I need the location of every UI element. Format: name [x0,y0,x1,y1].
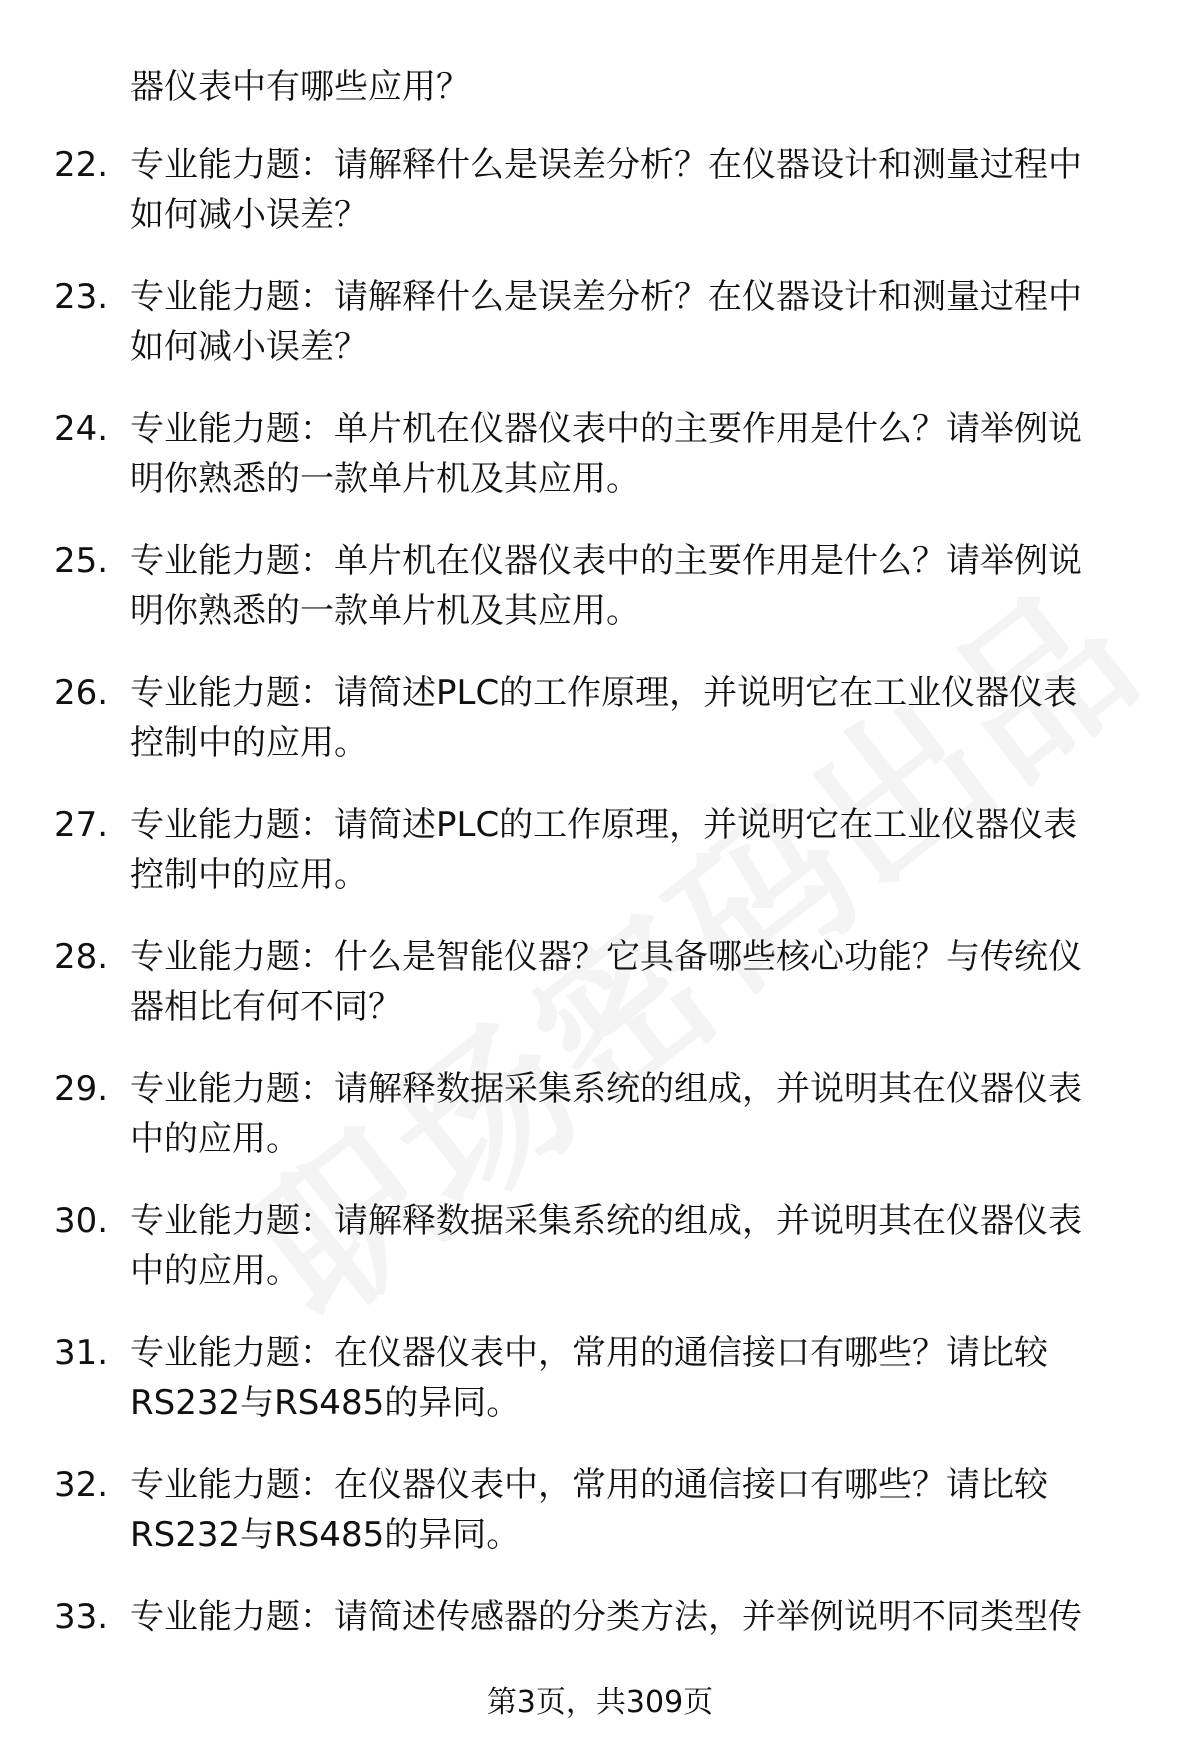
question-text: 专业能力题：什么是智能仪器？它具备哪些核心功能？与传统仪 器相比有何不同？ [130,937,1082,1027]
question-number: 30. [54,1201,109,1241]
continued-question-text: 器仪表中有哪些应用？ [130,67,470,107]
question-number: 33. [54,1597,109,1637]
question-item [0,1196,1200,1328]
question-number: 24. [54,409,109,449]
question-number: 25. [54,541,109,581]
question-item [0,140,1200,272]
question-number: 29. [54,1069,109,1109]
question-text: 专业能力题：请简述PLC的工作原理，并说明它在工业仪器仪表 控制中的应用。 [130,805,1078,895]
question-text: 专业能力题：请解释什么是误差分析？在仪器设计和测量过程中 如何减小误差？ [130,277,1082,367]
question-text: 专业能力题：在仪器仪表中，常用的通信接口有哪些？请比较 RS232与RS485的异同。 [130,1333,1048,1423]
question-number: 31. [54,1333,109,1373]
question-item [0,1328,1200,1460]
question-item [0,800,1200,932]
question-text: 专业能力题：请解释数据采集系统的组成，并说明其在仪器仪表 中的应用。 [130,1069,1082,1159]
question-item [0,536,1200,668]
question-number: 32. [54,1465,109,1505]
question-number: 23. [54,277,109,317]
question-text: 专业能力题：请简述PLC的工作原理，并说明它在工业仪器仪表 控制中的应用。 [130,673,1078,763]
question-text: 专业能力题：在仪器仪表中，常用的通信接口有哪些？请比较 RS232与RS485的异同。 [130,1465,1048,1555]
question-number: 22. [54,145,109,185]
question-item [0,932,1200,1064]
question-item [0,404,1200,536]
question-number: 27. [54,805,109,845]
question-text: 专业能力题：单片机在仪器仪表中的主要作用是什么？请举例说 明你熟悉的一款单片机及其应用。 [130,409,1082,499]
question-text: 专业能力题：单片机在仪器仪表中的主要作用是什么？请举例说 明你熟悉的一款单片机及其应用。 [130,541,1082,631]
question-text: 专业能力题：请简述传感器的分类方法，并举例说明不同类型传 [130,1597,1082,1637]
question-text: 专业能力题：请解释什么是误差分析？在仪器设计和测量过程中 如何减小误差？ [130,145,1082,235]
question-item [0,1064,1200,1196]
page-footer: 第3页，共309页 [486,1685,714,1720]
question-text: 专业能力题：请解释数据采集系统的组成，并说明其在仪器仪表 中的应用。 [130,1201,1082,1291]
question-number: 26. [54,673,109,713]
question-item [0,1460,1200,1592]
question-list [0,140,1200,1724]
question-number: 28. [54,937,109,977]
question-item [0,272,1200,404]
question-item [0,668,1200,800]
